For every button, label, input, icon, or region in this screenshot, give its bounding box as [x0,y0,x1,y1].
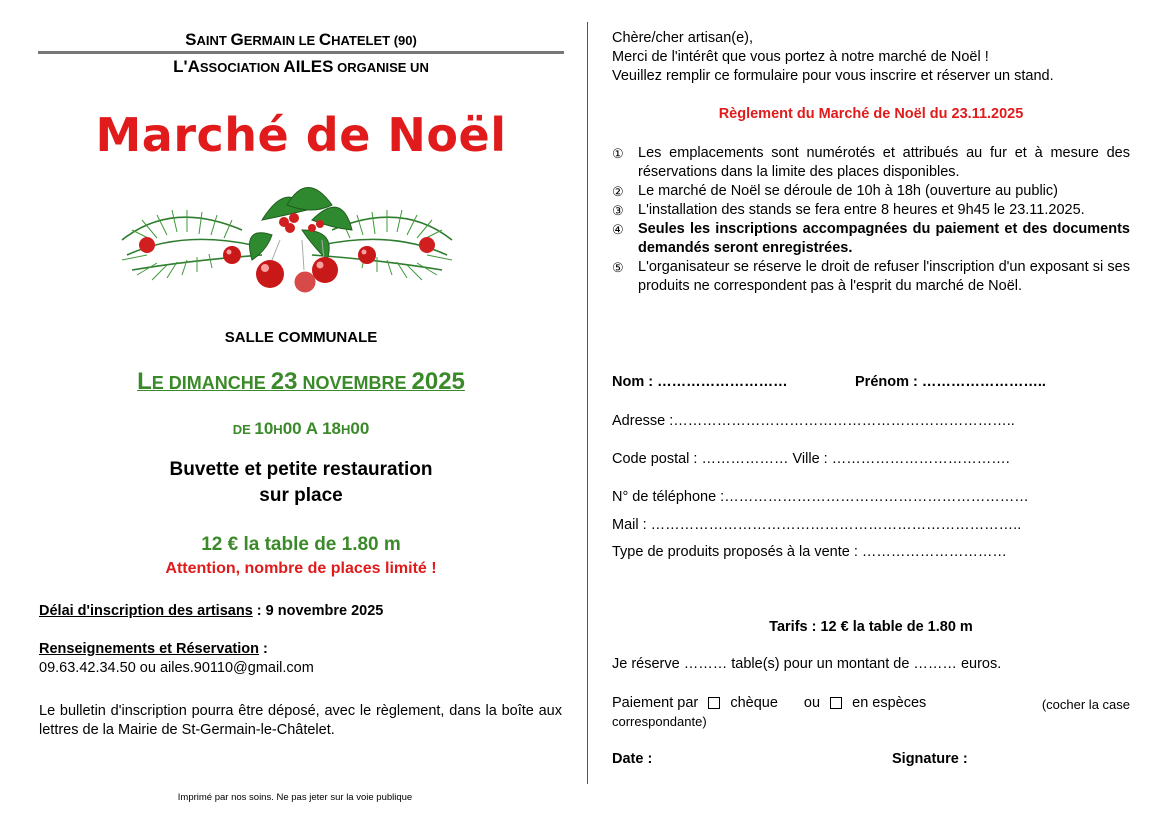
rule-item: ② Le marché de Noël se déroule de 10h à 18h (ouverture au public) [612,183,1058,199]
prenom-field[interactable]: Prénom : …………………….. [855,374,1046,390]
table-price: 12 € la table de 1.80 m [201,534,401,555]
bulletin-note: Le bulletin d'inscription pourra être déposé, avec le règlement, dans la boîte aux lettres de la Mairie de St-Germain-le-Châtelet. [39,703,562,738]
header-divider [38,51,564,54]
event-hours: DE 10H00 A 18H00 [232,419,370,438]
cheque-checkbox[interactable] [708,697,720,709]
rule-item: ④ Seules les inscriptions accompagnées du paiement et des documents demandés seront enregistrées. [612,221,1130,256]
especes-checkbox[interactable] [830,697,842,709]
greeting: Chère/cher artisan(e), Merci de l'intérêt que vous portez à notre marché de Noël ! Veuillez remplir ce formulaire pour vous inscrire et réserver un stand. [612,30,1054,84]
contact-info: 09.63.42.34.50 ou ailes.90110@gmail.com [39,660,314,676]
signature-field[interactable]: Signature : [892,751,968,767]
nom-field[interactable]: Nom : ……………………… [612,374,788,390]
produits-field[interactable]: Type de produits proposés à la vente : ………………………… [612,544,1007,560]
association-line: L'ASSOCIATION AILES ORGANISE UN [173,57,429,76]
garland-illustration [112,160,462,300]
event-date: LE DIMANCHE 23 NOVEMBRE 2025 [137,368,465,395]
payment-hint: correspondante) [612,714,707,729]
tarifs: Tarifs : 12 € la table de 1.80 m [769,619,973,635]
date-field[interactable]: Date : [612,751,653,767]
rules-list [612,144,1130,296]
mail-field[interactable]: Mail : ………………………………………………………………….. [612,517,1022,533]
payment-line: Paiement par chèque ou en espèces (cocher la case [612,695,1130,712]
info-heading: Renseignements et Réservation : [39,641,268,657]
venue: SALLE COMMUNALE [224,329,378,346]
code-postal-ville-field[interactable]: Code postal : ……………… Ville : ………………………………. [612,451,1010,467]
column-divider [587,22,588,784]
rules-title: Règlement du Marché de Noël du 23.11.2025 [718,106,1024,122]
rule-item: ⑤ L'organisateur se réserve le droit de refuser l'inscription d'un exposant si ses produits ne correspondent pas à l'esprit du marché de Noël. [612,259,1130,294]
town-title: SAINT GERMAIN LE CHATELET (90) [185,30,417,49]
print-footer: Imprimé par nos soins. Ne pas jeter sur la voie publique [177,792,413,803]
rule-item: ③ L'installation des stands se fera entre 8 heures et 9h45 le 23.11.2025. [612,202,1085,218]
deadline: Délai d'inscription des artisans : 9 novembre 2025 [39,603,384,619]
buvette-text: Buvette et petite restauration sur place [169,459,433,506]
rule-item: ① Les emplacements sont numérotés et attribués au fur et à mesure des réservations dans la limite des places disponibles. [612,145,1130,180]
telephone-field[interactable]: N° de téléphone :……………………………………………………… [612,489,1029,505]
event-title: Marché de Noël [95,108,507,162]
places-warning: Attention, nombre de places limité ! [165,560,437,577]
adresse-field[interactable]: Adresse :…………………………………………………………….. [612,413,1015,429]
reservation-line[interactable]: Je réserve ……… table(s) pour un montant de ……… euros. [612,656,1002,672]
